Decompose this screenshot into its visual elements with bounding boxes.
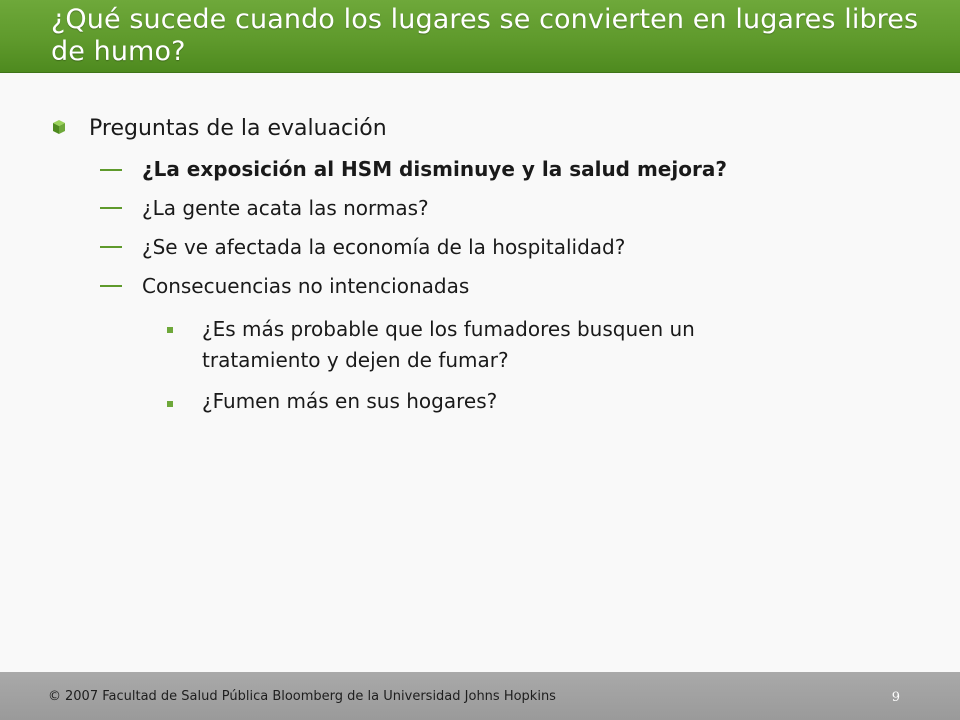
question-item: ¿La exposición al HSM disminuye y la salud mejora? xyxy=(142,157,727,181)
square-bullet-icon xyxy=(167,327,173,333)
footer-copyright xyxy=(48,689,556,704)
dash-bullet-icon xyxy=(100,207,122,209)
dash-bullet-icon xyxy=(100,285,122,287)
footer-bar xyxy=(0,672,960,720)
footer-text: 2007 Facultad de Salud Pública Bloomberg de la Universidad Johns Hopkins xyxy=(65,689,556,704)
slide-title: ¿Qué sucede cuando los lugares se convierten en lugares libres de humo? xyxy=(51,4,919,67)
copyright-icon: © xyxy=(48,689,61,704)
question-item: ¿La gente acata las normas? xyxy=(142,196,429,220)
dash-bullet-icon xyxy=(100,169,122,171)
evaluation-heading: Preguntas de la evaluación xyxy=(89,116,387,141)
question-item: ¿Se ve afectada la economía de la hospitalidad? xyxy=(142,235,626,259)
question-item: Consecuencias no intencionadas xyxy=(142,274,470,298)
square-bullet-icon xyxy=(167,401,173,407)
sub-question-item: ¿Fumen más en sus hogares? xyxy=(202,389,498,413)
sub-question-item: ¿Es más probable que los fumadores busquen un tratamiento y dejen de fumar? xyxy=(202,317,695,372)
green-cube-bullet-icon xyxy=(53,120,65,134)
page-number: 9 xyxy=(891,690,900,705)
dash-bullet-icon xyxy=(100,246,122,248)
